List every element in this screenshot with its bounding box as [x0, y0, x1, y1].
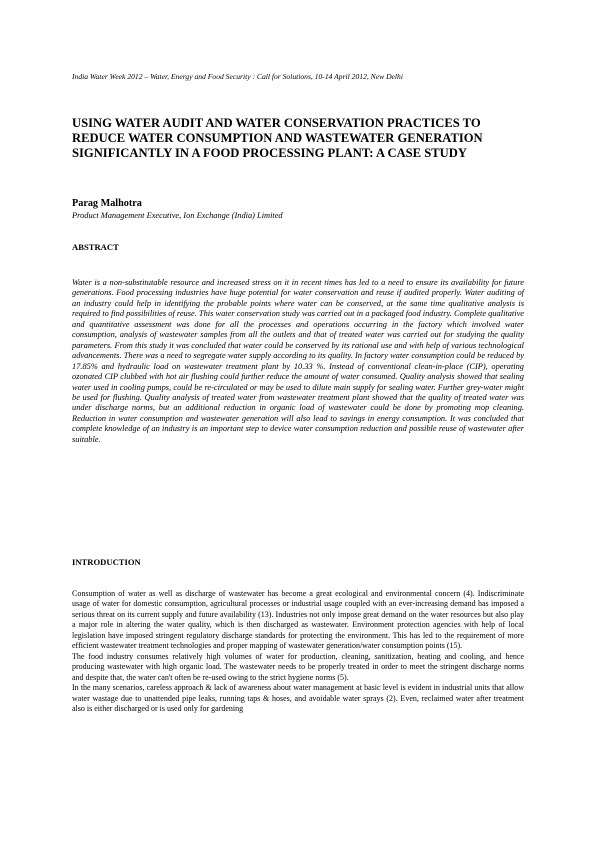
abstract-text: Water is a non-substitutable resource and increased stress on it in recent times has led to a need to ensure its availability for future generations. Food processing industries have huge potential for water conservation and reuse if audited properly. Water auditing of an industry could help in identifying the probable points where water can be conserved, at the same time qualitative analysis is required to find possibilities of reuse. This water conservation study was carried out in a packaged food industry. Complete qualitative and quantitative assessment was done for all the processes and operations occurring in the factory which involved water consumption, analysis of wastewater samples from all the outlets and that of treated water was carried out for studying the quality parameters. From this study it was concluded that water could be conserved by its rational use and with help of various technological advancements. There was a need to segregate water supply according to its quality. In factory water consumption could be reduced by 17.85% and hydraulic load on wastewater treatment plant by 10.33 %. Instead of conventional clean-in-place (CIP), operating ozonated CIP clubbed with hot air flushing could further reduce the amount of water consumed. Quality analysis showed that sealing water used in cooling pumps, could be re-circulated or may be used to dilute main supply for sealing water. Further grey-water might be used for flushing. Quality analysis of treated water from wastewater treatment plant showed that the quality of treated water was under discharge norms, but an additional reduction in organic load of wastewater could be done by promoting mop cleaning. Reduction in water consumption and wastewater generation will also lead to savings in energy consumption. It was concluded that complete knowledge of an industry is an important step to device water consumption reduction and possible reuse of wastewater after suitable.: [72, 278, 524, 444]
author-affiliation: Product Management Executive, Ion Exchange (India) Limited: [72, 211, 283, 220]
introduction-body: [72, 589, 524, 714]
abstract-heading: ABSTRACT: [72, 242, 119, 252]
introduction-paragraph: Consumption of water as well as discharge of wastewater has become a great ecological and environmental concern (4). Indiscriminate usage of water for domestic consumption, agricultural processes or industrial usage coupled with an ever-increasing demand has imposed a serious threat on its current supply and future availability (13). Industries not only impose great demand on the water resources but also play a major role in altering the water quality, which is then discharged as wastewater. Environment protection agencies with help of local legislation have imposed stringent regulatory discharge standards for protecting the environment. This has led to the requirement of more efficient wastewater treatment technologies and proper mapping of wastewater generation/water consumption points (15).: [72, 589, 524, 651]
document-page: [72, 0, 524, 842]
author-name: Parag Malhotra: [72, 198, 142, 209]
introduction-heading: INTRODUCTION: [72, 557, 141, 567]
running-header: India Water Week 2012 – Water, Energy and Food Security : Call for Solutions, 10-14 April 2012, New Delhi: [72, 72, 403, 81]
introduction-paragraph: The food industry consumes relatively high volumes of water for production, cleaning, sanitization, heating and cooling, and hence producing wastewater with high organic load. The wastewater needs to be properly treated in order to meet the stringent discharge norms and despite that, the water can't often be re-used owing to the strict hygiene norms (5).: [72, 651, 524, 682]
paper-title: USING WATER AUDIT AND WATER CONSERVATION PRACTICES TO REDUCE WATER CONSUMPTION AND WASTEWATER GENERATION SIGNIFICANTLY IN A FOOD PROCESSING PLANT: A CASE STUDY: [72, 116, 483, 161]
introduction-paragraph: In the many scenarios, careless approach & lack of awareness about water management at basic level is evident in industrial units that allow water wastage due to unattended pipe leaks, running taps & hoses, and avoidable water sprays (2). Even, reclaimed water after treatment also is either discharged or is used only for gardening: [72, 683, 524, 713]
